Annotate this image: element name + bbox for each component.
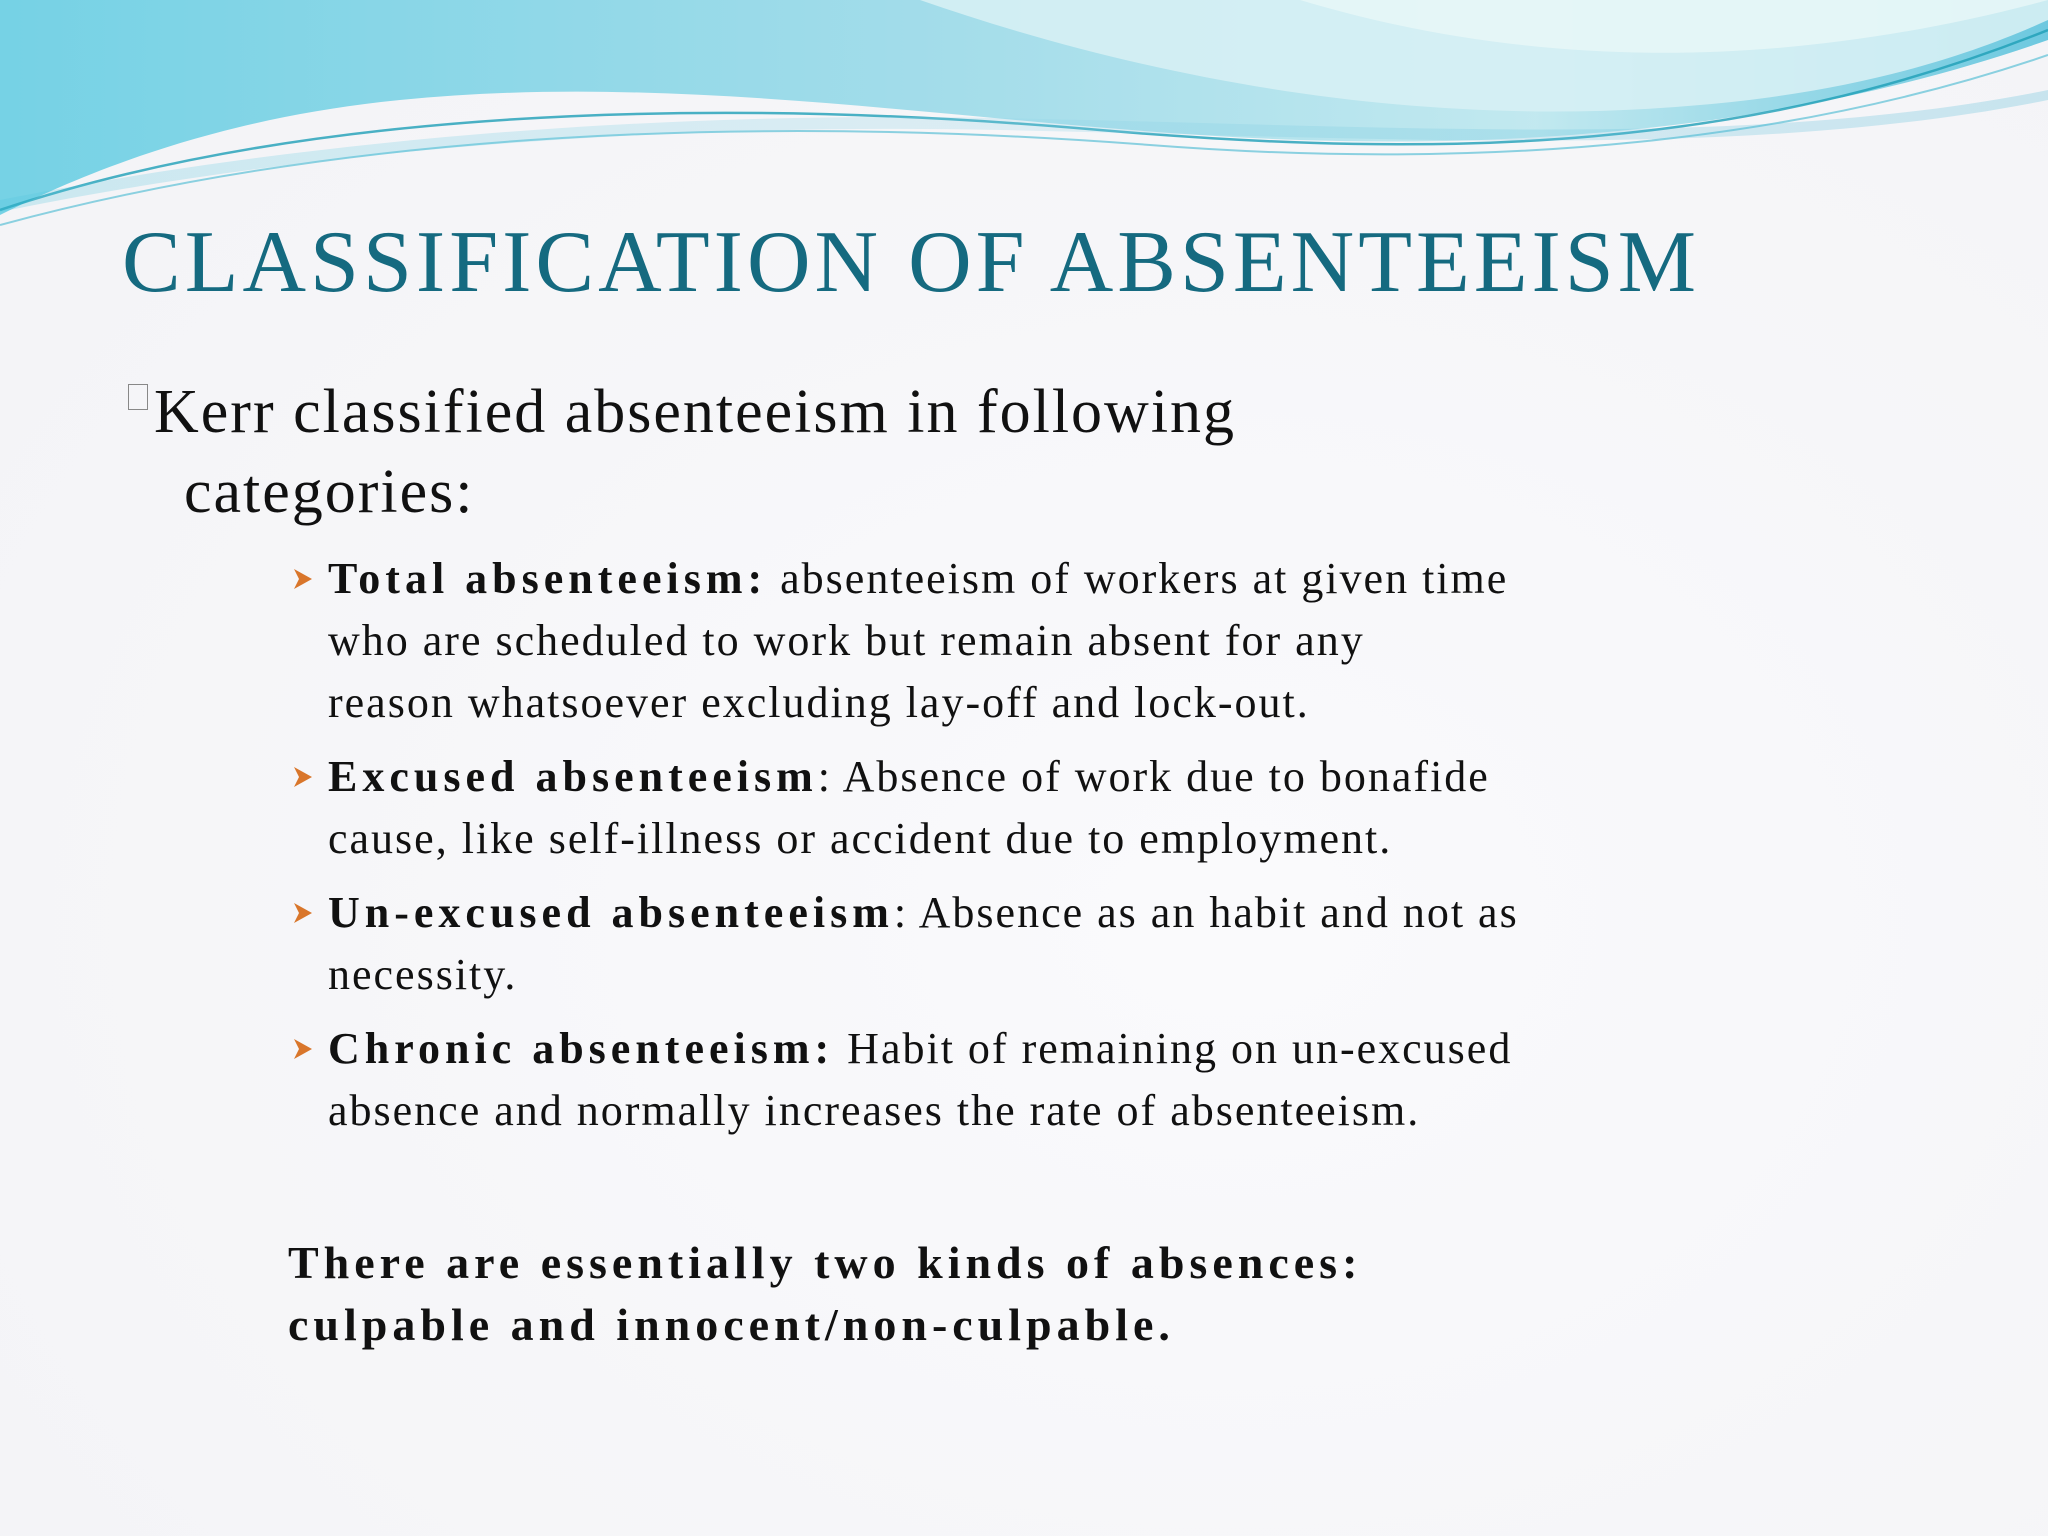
summary-note	[288, 1232, 1788, 1356]
summary-line-1: There are essentially two kinds of absences:	[288, 1237, 1363, 1288]
category-item-excused	[290, 746, 1790, 870]
arrow-bullet-icon	[290, 764, 316, 790]
category-definition: : Absence of work due to bonafide	[817, 752, 1490, 801]
category-term: Un-excused absenteeism	[328, 888, 894, 937]
category-item-total	[290, 548, 1790, 734]
category-definition: cause, like self-illness or accident due to employment.	[328, 814, 1393, 863]
category-definition: absenteeism of workers at given time	[780, 554, 1509, 603]
arrow-bullet-icon	[290, 1036, 316, 1062]
category-item-chronic	[290, 1018, 1790, 1142]
slide-title: CLASSIFICATION OF ABSENTEEISM	[122, 214, 1700, 311]
category-list	[290, 548, 1790, 1154]
category-definition: necessity.	[328, 950, 518, 999]
category-definition: reason whatsoever excluding lay-off and lock-out.	[328, 678, 1310, 727]
arrow-bullet-icon	[290, 900, 316, 926]
intro-paragraph	[128, 372, 1528, 532]
intro-line-1: Kerr classified absenteeism in following	[154, 378, 1237, 446]
category-term: Excused absenteeism	[328, 752, 818, 801]
category-term: Total absenteeism:	[328, 554, 768, 603]
category-term: Chronic absenteeism:	[328, 1024, 835, 1073]
arrow-bullet-icon	[290, 566, 316, 592]
category-definition: Habit of remaining on un-excused	[847, 1024, 1513, 1073]
intro-line-2: categories:	[184, 458, 475, 526]
category-definition: absence and normally increases the rate of absenteeism.	[328, 1086, 1421, 1135]
summary-line-2: culpable and innocent/non-culpable.	[288, 1299, 1175, 1350]
category-definition: who are scheduled to work but remain absent for any	[328, 616, 1365, 665]
category-definition: : Absence as an habit and not as	[893, 888, 1519, 937]
category-item-unexcused	[290, 882, 1790, 1006]
box-bullet-icon	[128, 384, 148, 410]
